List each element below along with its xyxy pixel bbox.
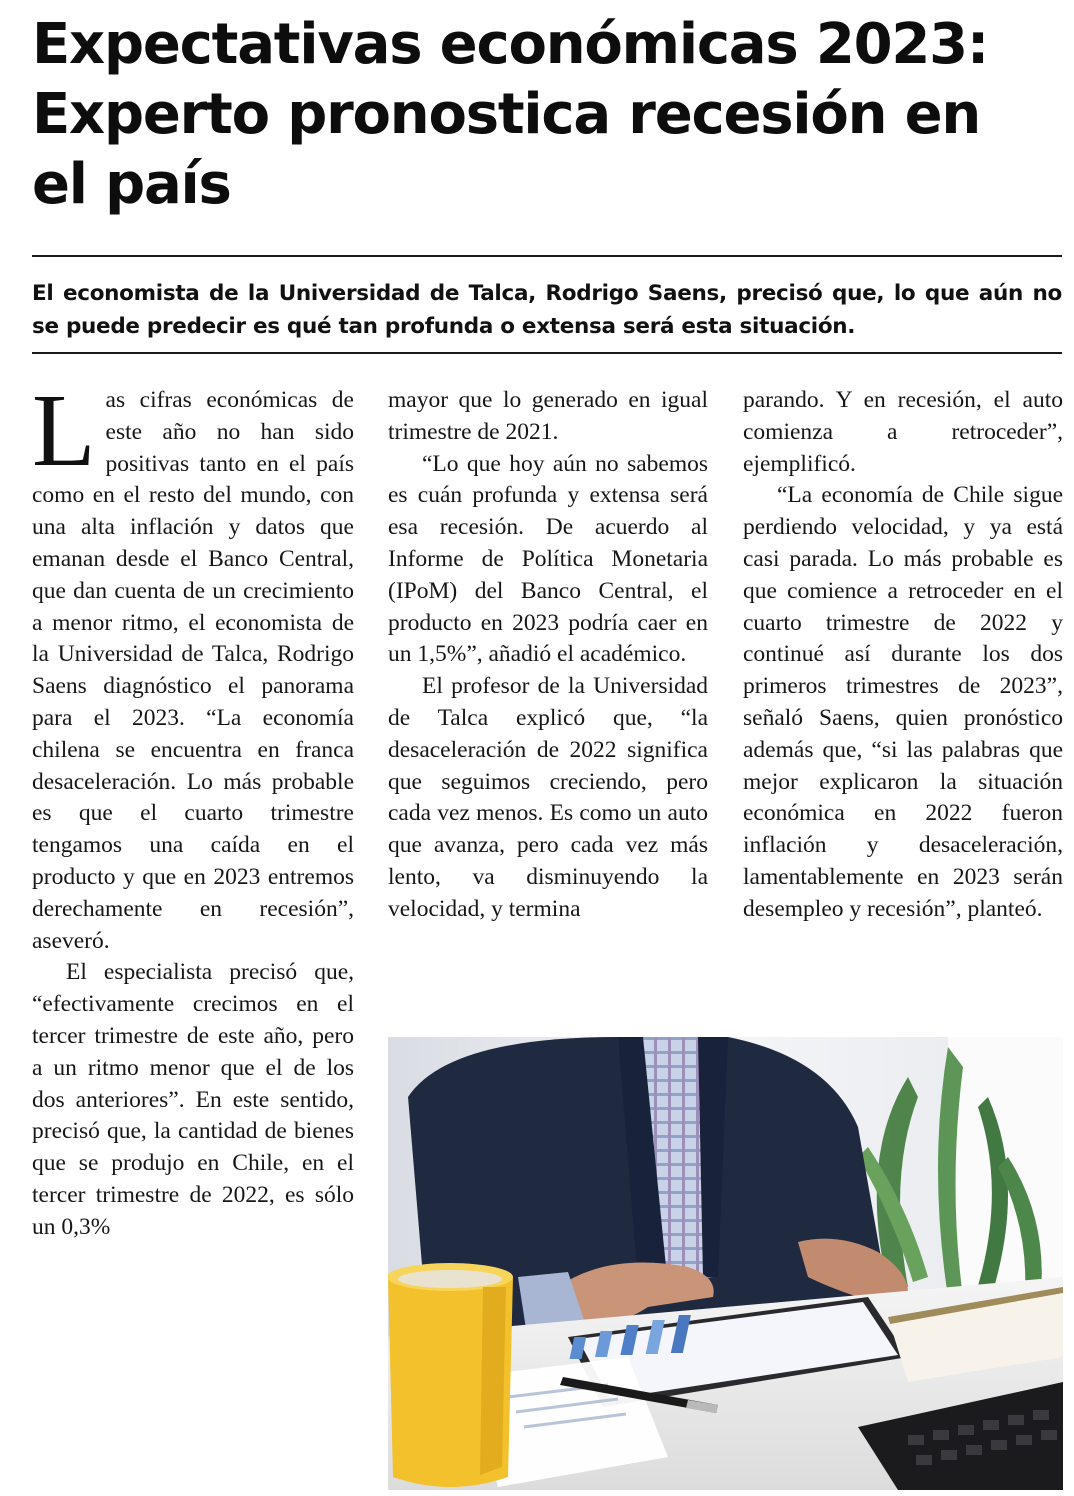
paragraph: El especialista precisó que, “efectivamente crecimos en el tercer trimestre de este año, pero a un ritmo menor que el de los dos anteriores”. En este sentido, precisó que, la cantidad de bienes que se produjo en Chile, en el tercer trimestre de 2022, es sólo un 0,3%: [32, 959, 354, 1240]
article-deck: El economista de la Universidad de Talca, Rodrigo Saens, precisó que, lo que aún no se puede predecir es qué tan profunda o extensa será esta situación.: [32, 281, 1062, 339]
text-column-3: [743, 385, 1063, 926]
paragraph: parando. Y en recesión, el auto comienza a retroceder”, ejemplificó.: [743, 387, 1063, 477]
paragraph: El profesor de la Universidad de Talca explicó que, “la desaceleración de 2022 significa que seguimos creciendo, pero cada vez menos. Es como un auto que avanza, pero cada vez más lento, va disminuyendo la velocidad, y termina: [388, 673, 708, 922]
paragraph: “Lo que hoy aún no sabemos es cuán profunda y extensa será esa recesión. De acuerdo al Informe de Política Monetaria (IPoM) del Banco Central, el producto en 2023 podría caer en un 1,5%”, añadió el académico.: [388, 450, 708, 668]
paragraph: mayor que lo generado en igual trimestre de 2021.: [388, 387, 708, 445]
article-photo: [388, 1037, 1063, 1490]
deck-divider: [32, 352, 1062, 354]
drop-cap: L: [32, 373, 96, 488]
yellow-mug: [388, 1263, 513, 1487]
paragraph: as cifras económicas de este año no han sido positivas tanto en el país como en el resto del mundo, con una alta inflación y datos que emanan desde el Banco Central, que dan cuenta de un crecimiento a menor ritmo, el economista de la Universidad de Talca, Rodrigo Saens diagnóstico el panorama para el 2023. “La economía chilena se encuentra en franca desaceleración. Lo más probable es que el cuarto trimestre tengamos una caída en el producto y que en 2023 entremos derechamente en recesión”, aseveró.: [32, 387, 354, 954]
paragraph: “La economía de Chile sigue perdiendo velocidad, y ya está casi parada. Lo más probable es que comience a retroceder en el cuarto trimestre de 2022 y continué así durante los dos primeros trimestres de 2023”, señaló Saens, quien pronóstico además que, “si las palabras que mejor explicaron la situación económica en 2022 fueron inflación y desaceleración, lamentablemente en 2023 serán desempleo y recesión”, planteó.: [743, 482, 1063, 922]
article-headline: Expectativas económicas 2023: Experto pronostica recesión en el país: [32, 12, 989, 217]
text-column-1: [32, 373, 354, 1244]
headline-divider: [32, 255, 1062, 257]
text-column-2: [388, 385, 708, 926]
